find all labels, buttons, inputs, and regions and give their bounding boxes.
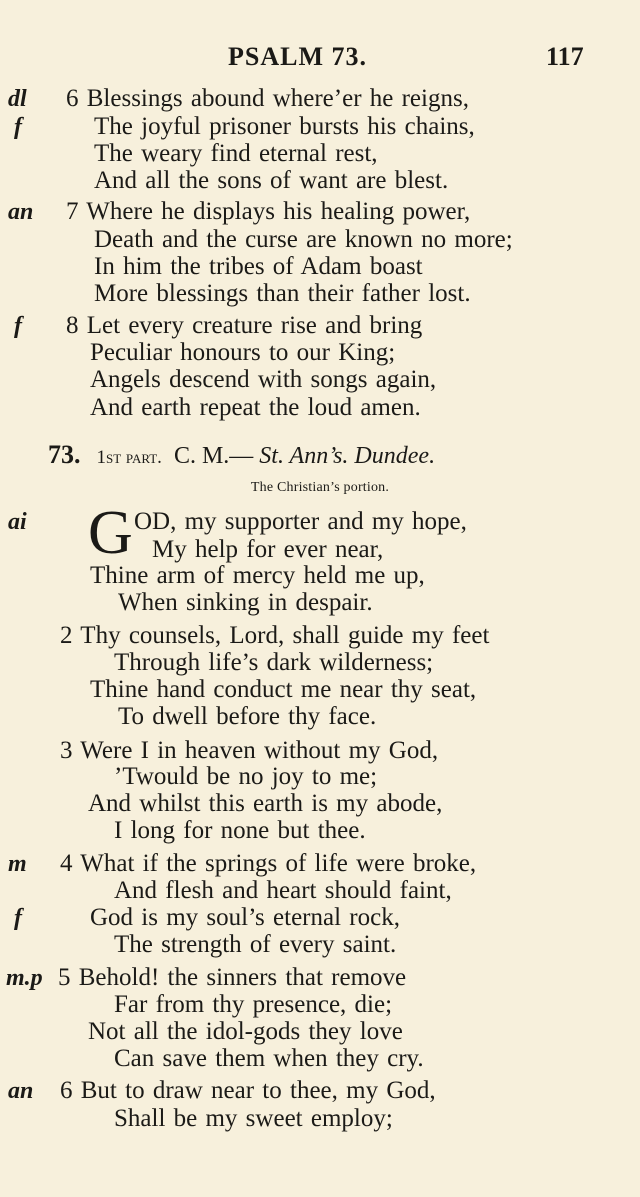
dynamic-mark: an xyxy=(8,1078,34,1104)
part-label: 1st part. xyxy=(96,447,162,468)
verse-line: Angels descend with songs again, xyxy=(90,366,437,393)
verse-line: Can save them when they cry. xyxy=(114,1045,424,1072)
dynamic-mark: ai xyxy=(8,509,27,535)
verse-line: 7 Where he displays his healing power, xyxy=(66,198,471,225)
psalm-subtitle: The Christian’s portion. xyxy=(250,480,390,495)
verse-line: Peculiar honours to our King; xyxy=(90,339,396,366)
dynamic-mark: f xyxy=(14,905,22,931)
tune-names: St. Ann’s. Dundee. xyxy=(259,443,436,469)
verse-line: And flesh and heart should faint, xyxy=(114,877,452,904)
verse-line: God is my soul’s eternal rock, xyxy=(90,904,400,931)
verse-line: More blessings than their father lost. xyxy=(94,280,471,307)
drop-capital: G xyxy=(88,499,133,567)
verse-line: 4 What if the springs of life were broke, xyxy=(60,850,477,877)
verse-line: Far from thy presence, die; xyxy=(114,991,393,1018)
page-number: 117 xyxy=(546,42,584,71)
dynamic-mark: m.p xyxy=(6,965,43,991)
verse-line: Not all the idol-gods they love xyxy=(88,1018,403,1045)
verse-line: 6 Blessings abound where’er he reigns, xyxy=(66,85,469,112)
verse-line: The strength of every saint. xyxy=(114,931,397,958)
verse-line: And all the sons of want are blest. xyxy=(94,167,449,194)
verse-line: 2 Thy counsels, Lord, shall guide my feet xyxy=(60,622,490,649)
verse-line: When sinking in despair. xyxy=(118,589,373,616)
dynamic-mark: m xyxy=(8,851,27,877)
verse-line: ’Twould be no joy to me; xyxy=(114,763,378,790)
verse-line: Shall be my sweet employ; xyxy=(114,1105,393,1132)
dynamic-mark: dl xyxy=(8,86,27,112)
verse-line: 3 Were I in heaven without my God, xyxy=(60,737,439,764)
verse-line: My help for ever near, xyxy=(152,536,384,563)
verse-line: I long for none but thee. xyxy=(114,817,366,844)
dynamic-mark: an xyxy=(8,199,34,225)
verse-line: Death and the curse are known no more; xyxy=(94,226,513,253)
verse-line: To dwell before thy face. xyxy=(118,703,377,730)
verse-line: The joyful prisoner bursts his chains, xyxy=(94,113,475,140)
psalm-number: 73. xyxy=(48,440,81,469)
dynamic-mark: f xyxy=(14,114,22,140)
verse-line: Thine hand conduct me near thy seat, xyxy=(90,676,477,703)
page-header xyxy=(0,42,640,78)
verse-line: Through life’s dark wilderness; xyxy=(114,649,434,676)
verse-line: 8 Let every creature rise and bring xyxy=(66,312,423,339)
verse-line: The weary find eternal rest, xyxy=(94,140,378,167)
meter-label: C. M.— xyxy=(173,443,254,469)
psalm-heading xyxy=(48,440,435,473)
verse-line: And whilst this earth is my abode, xyxy=(88,790,443,817)
verse-line: Thine arm of mercy held me up, xyxy=(90,562,425,589)
verse-line: 6 But to draw near to thee, my God, xyxy=(60,1077,436,1104)
running-title: PSALM 73. xyxy=(228,42,367,71)
verse-line: And earth repeat the loud amen. xyxy=(90,394,421,421)
verse-line: In him the tribes of Adam boast xyxy=(94,253,423,280)
verse-line: OD, my supporter and my hope, xyxy=(134,508,467,535)
verse-line: 5 Behold! the sinners that remove xyxy=(58,964,407,991)
dynamic-mark: f xyxy=(14,313,22,339)
